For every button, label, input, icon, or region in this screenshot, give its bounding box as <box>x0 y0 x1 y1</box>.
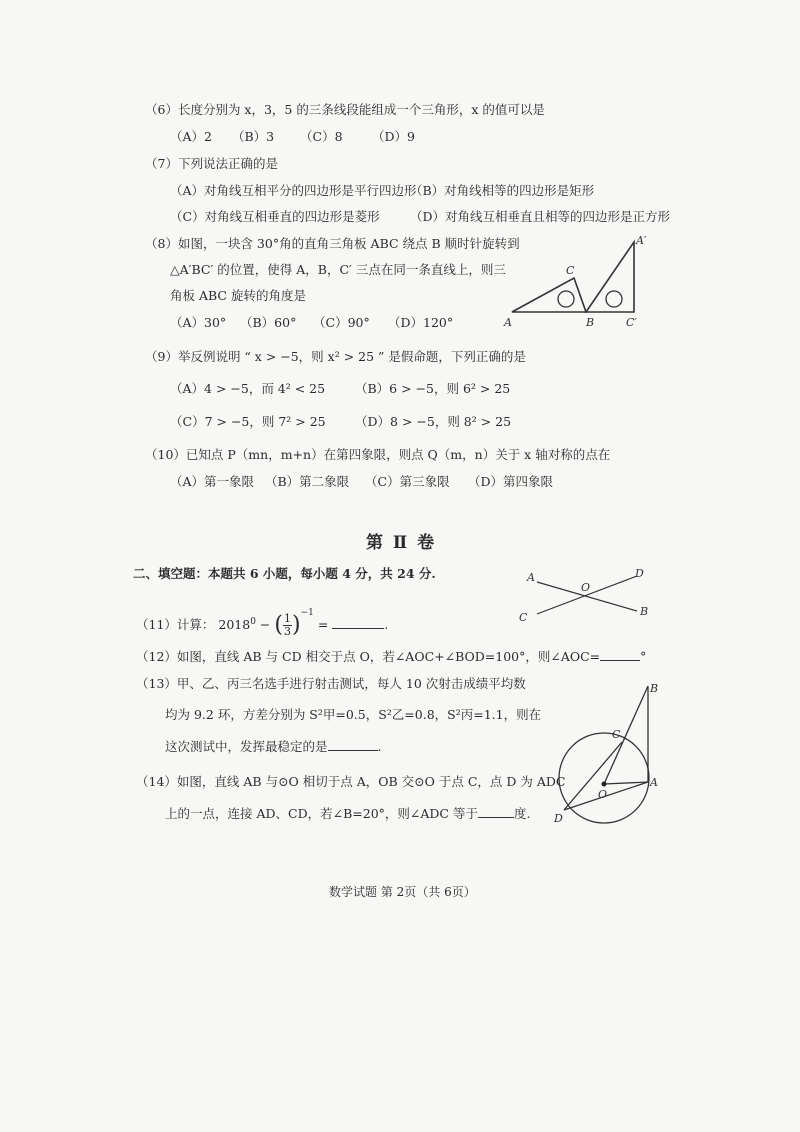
q7-option-b: （B）对角线相等的四边形是矩形 <box>410 183 595 198</box>
triangle-abc-hole <box>558 291 574 307</box>
q9-option-a: （A）4 > −5，而 4² < 25 <box>170 381 326 396</box>
triangle-a2bc2 <box>586 242 634 312</box>
q6-option-c: （C）8 <box>300 129 343 144</box>
q11-prefix: （11）计算： <box>136 617 215 632</box>
triangle-a2bc2-hole <box>606 291 622 307</box>
label-o: O <box>598 788 608 801</box>
q11-base: 2018 <box>218 617 251 632</box>
q6-option-a: （A）2 <box>170 129 212 144</box>
section-2-header: 二、填空题：本题共 6 小题，每小题 4 分，共 24 分. <box>133 566 436 581</box>
q11-end: . <box>384 617 389 632</box>
q11-equals: = <box>317 617 333 632</box>
q13-line-2: 均为 9.2 环，方差分别为 S²甲=0.5，S²乙=0.8，S²丙=1.1，则在 <box>165 707 542 722</box>
label-d: D <box>635 567 644 580</box>
q8-line-3: 角板 ABC 旋转的角度是 <box>170 288 306 303</box>
q11-expression: （11）计算： $2018^0$ − ( $\frac{1}{3}$ )$^{-1}$ = . <box>136 608 389 638</box>
q10-option-d: （D）第四象限 <box>468 474 554 489</box>
q11-minus: − <box>255 617 271 632</box>
triangle-abc <box>512 278 586 312</box>
q10-option-b: （B）第二象限 <box>265 474 350 489</box>
q10-option-c: （C）第三象限 <box>365 474 450 489</box>
label-a-prime: A′ <box>636 234 647 247</box>
q14-end: 度. <box>513 806 531 821</box>
q9-stem: （9）举反例说明 “ x > −5，则 x² > 25 ” 是假命题，下列正确的是 <box>145 349 526 364</box>
label-b: B <box>640 605 649 618</box>
q6-stem: （6）长度分别为 x，3，5 的三条线段能组成一个三角形，x 的值可以是 <box>145 102 545 117</box>
q10-stem: （10）已知点 P（mn，m+n）在第四象限，则点 Q（m，n）关于 x 轴对称的点在 <box>145 447 611 462</box>
q14-line-1: （14）如图，直线 AB 与⊙O 相切于点 A，OB 交⊙O 于点 C，点 D 为 ADC <box>136 774 566 789</box>
q13-line-3-wrap <box>165 738 382 755</box>
q7-option-a: （A）对角线互相平分的四边形是平行四边形 <box>170 183 417 198</box>
q13-answer-blank <box>328 738 378 751</box>
q9-option-c: （C）7 > −5，则 7² > 25 <box>170 414 326 429</box>
circle-o <box>559 733 649 823</box>
label-d: D <box>554 812 563 825</box>
q14-line-2-wrap <box>165 805 530 822</box>
q10-option-a: （A）第一象限 <box>170 474 255 489</box>
q14-line-2: 上的一点，连接 AD、CD，若∠B=20°，则∠ADC 等于 <box>165 806 478 821</box>
q8-line-1: （8）如图，一块含 30°角的直角三角板 ABC 绕点 B 顺时针旋转到 <box>145 236 520 251</box>
q6-option-b: （B）3 <box>232 129 275 144</box>
q11-exp0: 0 <box>250 616 256 627</box>
q12-line <box>136 648 646 665</box>
q8-line-2: △A′BC′ 的位置，使得 A，B，C′ 三点在同一条直线上，则三 <box>170 262 506 277</box>
q8-option-a: （A）30° <box>170 315 227 330</box>
q12-end: ° <box>640 649 647 664</box>
label-b: B <box>650 682 659 695</box>
q9-option-b: （B）6 > −5，则 6² > 25 <box>355 381 511 396</box>
label-c: C <box>612 728 621 741</box>
q13-end: . <box>377 739 382 754</box>
label-o: O <box>581 581 591 594</box>
section-2-title: 第 Ⅱ 卷 <box>366 533 437 553</box>
q14-answer-blank <box>478 805 514 818</box>
label-c: C <box>566 264 575 277</box>
page-footer: 数学试题 第 2页（共 6页） <box>329 885 476 899</box>
label-c: C <box>519 611 528 624</box>
q8-option-d: （D）120° <box>388 315 454 330</box>
q11-answer-blank <box>332 616 384 629</box>
q12-crossing-lines-figure <box>515 565 665 625</box>
q12-answer-blank <box>600 648 640 661</box>
q7-stem: （7）下列说法正确的是 <box>145 156 278 171</box>
q8-option-c: （C）90° <box>313 315 370 330</box>
q7-option-c: （C）对角线互相垂直的四边形是菱形 <box>170 209 380 224</box>
label-a: A <box>527 571 535 584</box>
q8-option-b: （B）60° <box>240 315 297 330</box>
q14-circle-tangent-figure <box>550 678 665 828</box>
q13-line-3: 这次测试中，发挥最稳定的是 <box>165 739 328 754</box>
q7-option-d: （D）对角线互相垂直且相等的四边形是正方形 <box>410 209 671 224</box>
q13-line-1: （13）甲、乙、丙三名选手进行射击测试，每人 10 次射击成绩平均数 <box>136 676 526 691</box>
label-a: A <box>650 776 658 789</box>
q11-exp1: −1 <box>300 608 314 618</box>
label-b: B <box>586 316 595 329</box>
q9-option-d: （D）8 > −5，则 8² > 25 <box>355 414 512 429</box>
q11-fraction: $\frac{1}{3}$ <box>283 612 291 638</box>
q6-option-d: （D）9 <box>372 129 415 144</box>
label-a: A <box>504 316 512 329</box>
label-c-prime: C′ <box>626 316 637 329</box>
q12-text: （12）如图，直线 AB 与 CD 相交于点 O，若∠AOC+∠BOD=100°，则∠AOC= <box>136 649 601 664</box>
q8-rotation-figure <box>500 230 660 335</box>
